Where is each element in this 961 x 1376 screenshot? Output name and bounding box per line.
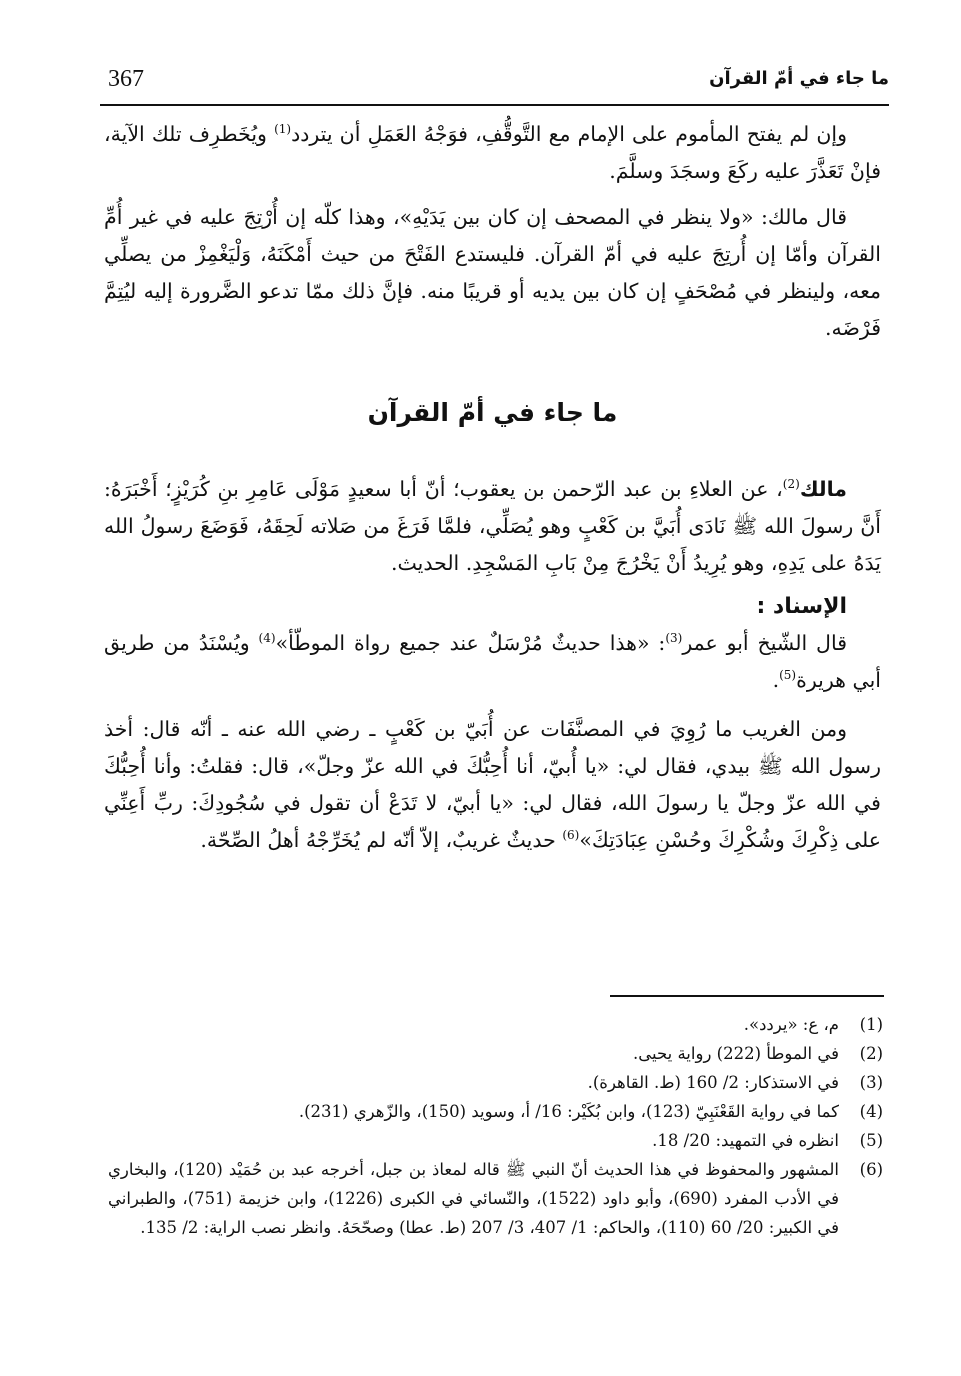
paragraph-1-text: وإن لم يفتح المأموم على الإمام مع التَّوقُّفِ، فوَجْهُ العَمَلِ أن يتردد: [291, 122, 847, 146]
footnote-text: في الاستذكار: 2/ 160 (ط. القاهرة).: [587, 1073, 839, 1092]
footnote-item: [108, 1155, 883, 1242]
footnote-number: (3): [859, 1073, 883, 1092]
gharib-paragraph: [104, 711, 881, 859]
hadith-lead: مالك: [799, 477, 847, 501]
page-number: 367: [108, 66, 144, 92]
running-title: ما جاء في أمّ القرآن: [709, 68, 889, 89]
footnote-text: كما في رواية القَعْنَبِيّ (123)، وابن بُكَيْر: 16/ أ، وسويد (150)، والزّهري (231).: [298, 1102, 839, 1121]
page-header: [100, 58, 889, 108]
isnad-text-b: : «هذا حديثٌ مُرْسَلٌ عند جميع رواة الموطّأ»: [275, 631, 666, 655]
footnote-separator: [610, 995, 884, 997]
footnote-number: (2): [859, 1044, 883, 1063]
footnote-text: انظره في التمهيد: 20/ 18.: [652, 1131, 839, 1150]
footnote-number: (5): [859, 1131, 883, 1150]
footnote-ref-4: (4): [258, 631, 276, 646]
isnad-paragraph: [104, 625, 881, 699]
footnote-item: [108, 1010, 883, 1039]
footnote-ref-1: (1): [274, 122, 292, 137]
isnad-text-d: .: [772, 668, 780, 692]
paragraph-1: [104, 116, 881, 190]
paragraph-1-rest: ويُخَطرِف تلك الآية، فإنْ تَعَذَّرَ عليه ركَعَ وسجَدَ وسلَّمَ.: [104, 122, 881, 183]
footnote-ref-5: (5): [779, 668, 797, 683]
gharib-text-a: ومن الغريب ما رُوِيَ في المصنَّفَات عن أُبَيّ بن كَعْبٍ ـ رضي الله عنه ـ أنّه قال: أخذ رسول الله ﷺ بيدي، فقال لي: «يا أُبيّ، أنا أُحِبُّكَ في الله عزّ وجلّ»، قال: فقلتُ: وأنا أُحِبُّكَ في الله عزّ وجلّ يا رسولَ الله، فقال لي: «يا أبيّ، لا تَدَعْ أن تقول في سُجُودِكَ: ربِّ أَعِنِّي على ذِكْرِكَ وشُكْرِكَ وحُسْنِ عِبَادَتِكَ»: [104, 717, 881, 852]
isnad-text-a: قال الشّيخ أبو عمر: [682, 631, 847, 655]
main-text: [104, 116, 881, 859]
footnote-text: المشهور والمحفوظ في هذا الحديث أنّ النبي ﷺ قاله لمعاذ بن جبل، أخرجه عبد بن حُمَيْد (120)، والبخاري في الأدب المفرد (690)، وأبو داود (1522)، والنّسائي في الكبرى (1226)، وابن خزيمة (751)، والطبراني في الكبير: 20/ 60 (110)، والحاكم: 1/ 407، 3/ 207 (ط. عطا) وصحّحَهُ. وانظر نصب الراية: 2/ 135.: [108, 1160, 839, 1237]
gharib-text-b: حديثٌ غريبٌ، إلاّ أنّه لم يُخَرِّجْهُ أهلُ الصِّحّة.: [200, 828, 563, 852]
section-title: ما جاء في أمّ القرآن: [367, 398, 618, 427]
hadith-paragraph: [104, 471, 881, 582]
footnote-text: في الموطأ (222) رواية يحيى.: [632, 1044, 839, 1063]
footnote-number: (1): [859, 1015, 883, 1034]
footnote-item: [108, 1039, 883, 1068]
header-rule: [100, 104, 889, 106]
footnote-item: [108, 1068, 883, 1097]
footnote-item: [108, 1126, 883, 1155]
footnote-ref-6: (6): [562, 828, 580, 843]
isnad-text-c: ويُسْنَدُ من طريق أبي هريرة: [104, 631, 881, 692]
paragraph-2: قال مالك: «ولا ينظر في المصحف إن كان بين يَدَيْهِ»، وهذا كلّه إن أُرْتِجَ عليه في غير أُمِّ القرآن وأمّا إن أُرتِجَ عليه في أمّ القرآن. فليستدع الفَتْحَ من حيث أَمْكَنَهُ، وَلْيَغْمِزْ من يصلِّي معه، ولينظر في مُصْحَفٍ إن كان بين يديه أو قريبًا منه. فإنَّ ذلك ممّا تدعو الضَّرورة إليه ليُتِمَّ فَرْضَه.: [104, 205, 881, 340]
footnote-text: م، ع: «يردد».: [743, 1015, 839, 1034]
footnote-ref-3: (3): [665, 631, 683, 646]
footnote-number: (4): [859, 1102, 883, 1121]
footnote-ref-2: (2): [782, 477, 800, 492]
footnotes: [108, 1010, 883, 1242]
footnote-item: [108, 1097, 883, 1126]
footnote-number: (6): [859, 1160, 883, 1179]
isnad-heading: الإسناد :: [756, 594, 847, 619]
hadith-text: ، عن العلاءِ بن عبد الرّحمن بن يعقوب؛ أنّ أبا سعيدٍ مَوْلَى عَامِرِ بنِ كُرَيْزٍ؛ أَخْبَرَهُ: أَنَّ رسولَ الله ﷺ نَادَى أُبَيَّ بن كَعْبٍ وهو يُصَلِّي، فلمَّا فَرَغَ من صَلاته لَحِقَهُ، فَوَضَعَ رسولُ الله يَدَهُ على يَدِهِ، وهو يُرِيدُ أَنْ يَخْرُجَ مِنْ بَابِ المَسْجِدِ. الحديث.: [104, 477, 881, 575]
